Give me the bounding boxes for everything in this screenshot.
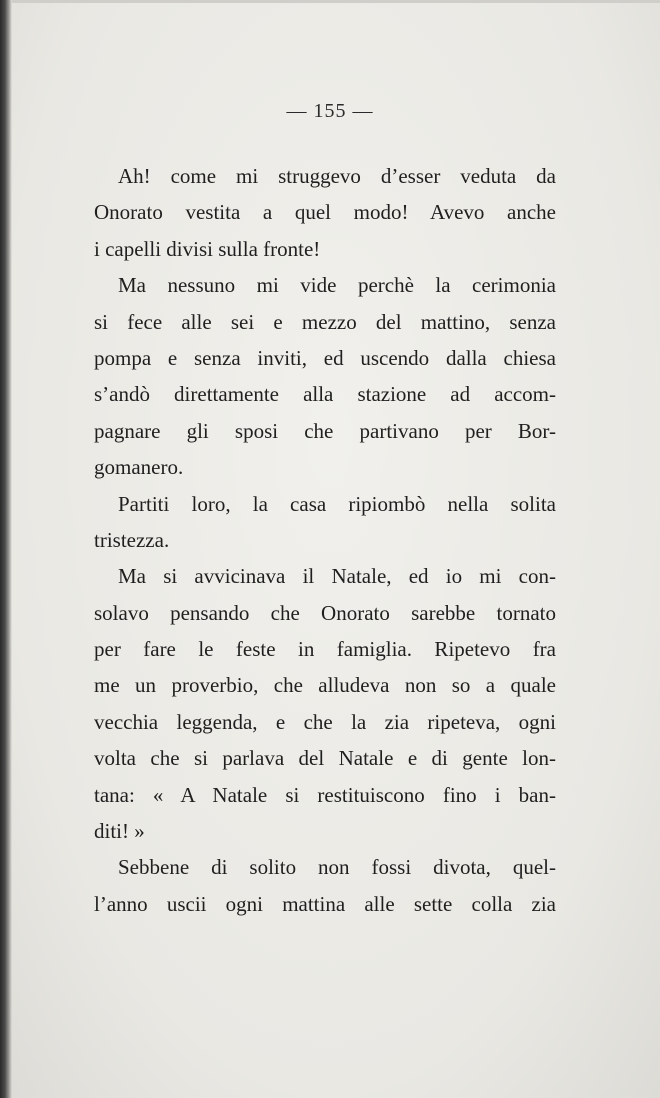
text-line: Sebbene di solito non fossi divota, quel- xyxy=(118,855,556,880)
text-line: Ah! come mi struggevo d’esser veduta da xyxy=(118,164,556,188)
text-line: Partiti loro, la casa ripiombò nella solita xyxy=(118,491,556,516)
text-line: gomanero. xyxy=(94,455,184,480)
text-line: pagnare gli sposi che partivano per Bor- xyxy=(94,418,556,443)
body-text xyxy=(94,158,556,922)
text-line: tristezza. xyxy=(94,527,170,552)
text-line: tana: « A Natale si restituiscono fino i ban- xyxy=(94,782,556,807)
page-number: — 155 — xyxy=(286,100,374,122)
text-line: i capelli divisi sulla fronte! xyxy=(94,236,321,261)
text-line: me un proverbio, che alludeva non so a quale xyxy=(94,673,556,698)
text-line: diti! » xyxy=(94,819,145,844)
text-line: per fare le feste in famiglia. Ripetevo fra xyxy=(94,637,556,662)
text-line: Ma nessuno mi vide perchè la cerimonia xyxy=(118,273,556,298)
text-line: pompa e senza inviti, ed uscendo dalla chiesa xyxy=(94,345,556,370)
text-line: l’anno uscii ogni mattina alle sette colla zia xyxy=(94,891,556,916)
text-line: s’andò direttamente alla stazione ad accom- xyxy=(94,382,556,407)
text-line: si fece alle sei e mezzo del mattino, senza xyxy=(94,309,556,334)
page-top-edge xyxy=(12,0,660,3)
text-line: Ma si avvicinava il Natale, ed io mi con- xyxy=(118,564,556,589)
text-line: solavo pensando che Onorato sarebbe tornato xyxy=(94,600,556,625)
text-line: volta che si parlava del Natale e di gente lon- xyxy=(94,746,556,771)
text-line: Onorato vestita a quel modo! Avevo anche xyxy=(94,200,556,225)
text-line: vecchia leggenda, e che la zia ripeteva, ogni xyxy=(94,709,556,734)
book-spine-shadow xyxy=(0,0,12,1098)
